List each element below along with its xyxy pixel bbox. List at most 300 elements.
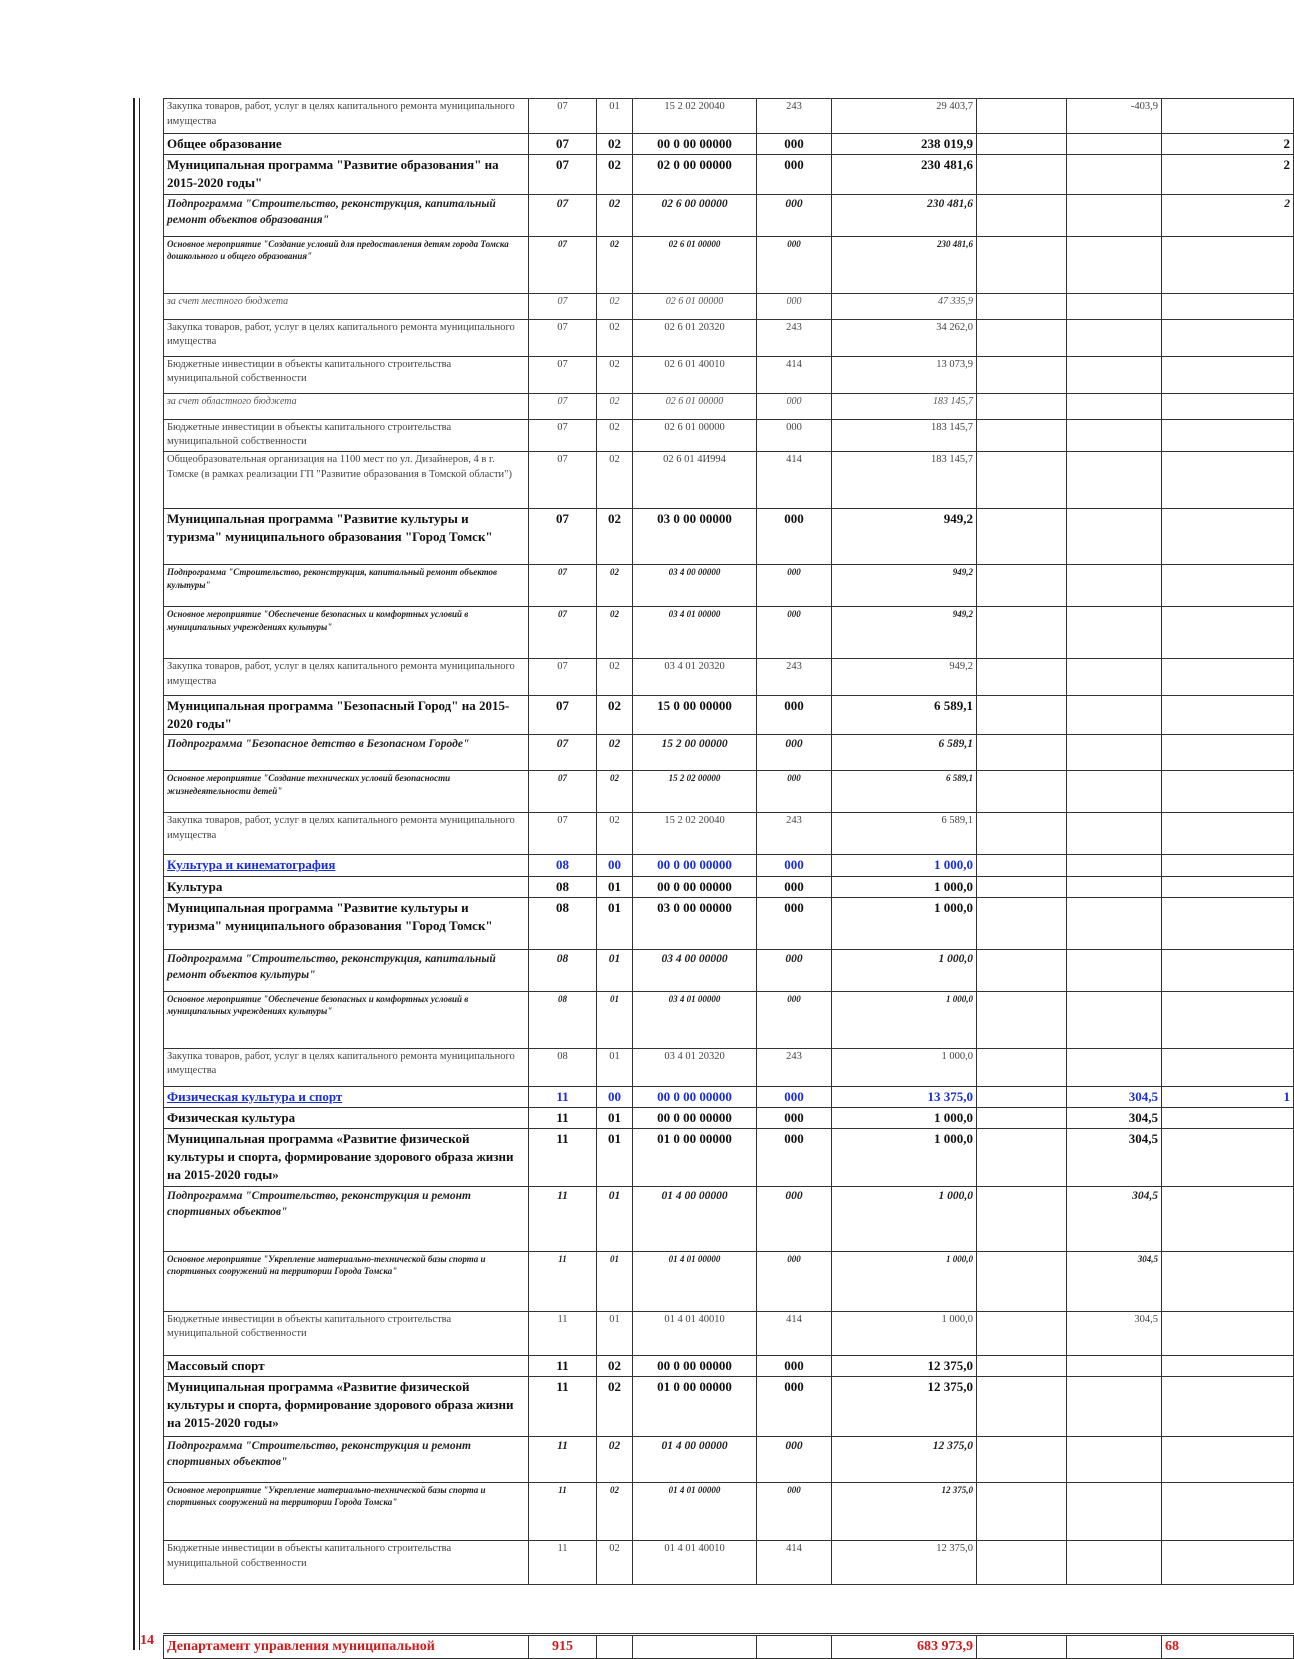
expense-type-code: 000 <box>757 1186 832 1251</box>
amount-change-2 <box>1067 658 1162 695</box>
amount-change-1 <box>977 897 1067 949</box>
target-article-code: 01 0 00 00000 <box>633 1129 757 1187</box>
amount: 1 000,0 <box>832 949 977 991</box>
section-code: 08 <box>529 1048 597 1086</box>
subsection-code: 02 <box>597 658 633 695</box>
section-code: 07 <box>529 564 597 606</box>
expense-type-code: 000 <box>757 1355 832 1376</box>
amount-change-1 <box>977 1355 1067 1376</box>
amount-change-1 <box>977 155 1067 194</box>
amount: 1 000,0 <box>832 855 977 876</box>
row-name: Основное мероприятие "Обеспечение безопасных и комфортных условий в муниципальных учреждениях культуры" <box>164 991 529 1048</box>
subsection-code: 02 <box>597 293 633 319</box>
section-code: 07 <box>529 319 597 356</box>
amount-change-2 <box>1067 134 1162 155</box>
amount: 238 019,9 <box>832 134 977 155</box>
amount-total <box>1162 356 1294 393</box>
amount: 183 145,7 <box>832 451 977 508</box>
expense-type-code: 000 <box>757 155 832 194</box>
row-name: Бюджетные инвестиции в объекты капитального строительства муниципальной собственности <box>164 1540 529 1584</box>
subsection-code: 00 <box>597 855 633 876</box>
subsection-code: 02 <box>597 393 633 419</box>
expense-type-code: 000 <box>757 695 832 734</box>
budget-table-body <box>164 99 1294 1585</box>
amount-change-2 <box>1067 1048 1162 1086</box>
subsection-code: 01 <box>597 1251 633 1311</box>
amount-change-1 <box>977 293 1067 319</box>
section-code: 07 <box>529 99 597 134</box>
amount: 949,2 <box>832 606 977 658</box>
amount-total <box>1162 293 1294 319</box>
subsection-code: 01 <box>597 897 633 949</box>
target-article-code: 01 4 01 00000 <box>633 1251 757 1311</box>
amount-change-1 <box>977 1311 1067 1355</box>
section-code: 11 <box>529 1186 597 1251</box>
amount-total <box>1162 897 1294 949</box>
department-row-number: 14 <box>140 1633 154 1648</box>
amount-total: 2 <box>1162 155 1294 194</box>
expense-type-code: 000 <box>757 735 832 771</box>
subsection-code: 01 <box>597 1107 633 1128</box>
section-code: 07 <box>529 451 597 508</box>
row-name: Физическая культура и спорт <box>164 1086 529 1107</box>
expense-type-code: 000 <box>757 1086 832 1107</box>
amount-change-1 <box>977 451 1067 508</box>
amount-change-2 <box>1067 855 1162 876</box>
expense-type-code: 414 <box>757 451 832 508</box>
section-code: 11 <box>529 1436 597 1482</box>
department-amount-trunc: 68 <box>1162 1635 1294 1659</box>
amount: 6 589,1 <box>832 735 977 771</box>
table-row <box>164 1376 1294 1436</box>
row-name: Физическая культура <box>164 1107 529 1128</box>
target-article-code: 01 4 00 00000 <box>633 1186 757 1251</box>
subsection-code: 01 <box>597 99 633 134</box>
row-name: Закупка товаров, работ, услуг в целях капитального ремонта муниципального имущества <box>164 1048 529 1086</box>
table-row <box>164 1311 1294 1355</box>
row-name: Основное мероприятие "Создание условий для предоставления детям города Томска дошкольного и общего образования" <box>164 236 529 293</box>
left-border-line <box>133 98 135 1650</box>
row-name: Муниципальная программа "Развитие культуры и туризма" муниципального образования "Город Томск" <box>164 508 529 564</box>
amount-change-2 <box>1067 508 1162 564</box>
amount: 1 000,0 <box>832 1186 977 1251</box>
amount-change-1 <box>977 695 1067 734</box>
row-name: Бюджетные инвестиции в объекты капитального строительства муниципальной собственности <box>164 1311 529 1355</box>
amount-change-2 <box>1067 564 1162 606</box>
section-code: 08 <box>529 991 597 1048</box>
subsection-code: 02 <box>597 1436 633 1482</box>
row-name: Массовый спорт <box>164 1355 529 1376</box>
table-row <box>164 876 1294 897</box>
amount-total: 2 <box>1162 194 1294 236</box>
expense-type-code: 243 <box>757 99 832 134</box>
subsection-code: 02 <box>597 356 633 393</box>
expense-type-code: 000 <box>757 194 832 236</box>
subsection-code: 02 <box>597 236 633 293</box>
amount-total <box>1162 1048 1294 1086</box>
target-article-code: 00 0 00 00000 <box>633 876 757 897</box>
table-row <box>164 855 1294 876</box>
subsection-code: 02 <box>597 155 633 194</box>
section-code: 07 <box>529 695 597 734</box>
subsection-code: 00 <box>597 1086 633 1107</box>
table-row <box>164 1355 1294 1376</box>
expense-type-code: 000 <box>757 419 832 451</box>
target-article-code: 15 2 02 00000 <box>633 771 757 813</box>
amount-change-2: -403,9 <box>1067 99 1162 134</box>
amount-total <box>1162 1311 1294 1355</box>
expense-type-code: 414 <box>757 1540 832 1584</box>
amount-change-1 <box>977 1048 1067 1086</box>
amount-change-1 <box>977 876 1067 897</box>
target-article-code: 02 6 01 00000 <box>633 393 757 419</box>
amount-change-1 <box>977 393 1067 419</box>
amount-total <box>1162 1355 1294 1376</box>
amount-total <box>1162 771 1294 813</box>
row-name: Подпрограмма "Строительство, реконструкция, капитальный ремонт объектов образования" <box>164 194 529 236</box>
amount-change-2: 304,5 <box>1067 1186 1162 1251</box>
amount-change-1 <box>977 356 1067 393</box>
row-name: за счет областного бюджета <box>164 393 529 419</box>
amount: 949,2 <box>832 658 977 695</box>
amount-total <box>1162 1186 1294 1251</box>
amount: 1 000,0 <box>832 1251 977 1311</box>
table-row <box>164 393 1294 419</box>
amount-change-2 <box>1067 897 1162 949</box>
amount-change-2 <box>1067 155 1162 194</box>
table-row <box>164 293 1294 319</box>
row-name: Основное мероприятие "Обеспечение безопасных и комфортных условий в муниципальных учреждениях культуры" <box>164 606 529 658</box>
amount-total <box>1162 1129 1294 1187</box>
amount-change-2 <box>1067 735 1162 771</box>
section-code: 07 <box>529 771 597 813</box>
row-name: Подпрограмма "Строительство, реконструкция и ремонт спортивных объектов" <box>164 1436 529 1482</box>
amount-change-1 <box>977 1107 1067 1128</box>
target-article-code: 03 4 01 00000 <box>633 606 757 658</box>
table-row <box>164 991 1294 1048</box>
table-row <box>164 1129 1294 1187</box>
row-name: Общее образование <box>164 134 529 155</box>
section-code: 07 <box>529 194 597 236</box>
target-article-code: 03 4 01 20320 <box>633 1048 757 1086</box>
target-article-code: 00 0 00 00000 <box>633 1355 757 1376</box>
table-row <box>164 1107 1294 1128</box>
section-code: 07 <box>529 393 597 419</box>
row-name: Основное мероприятие "Укрепление материально-технической базы спорта и спортивных сооружений на территории Города Томска" <box>164 1482 529 1540</box>
amount: 1 000,0 <box>832 1311 977 1355</box>
amount-total <box>1162 1376 1294 1436</box>
department-code: 915 <box>529 1635 597 1659</box>
table-row <box>164 897 1294 949</box>
target-article-code: 02 6 01 00000 <box>633 236 757 293</box>
expense-type-code: 000 <box>757 1436 832 1482</box>
amount-total <box>1162 236 1294 293</box>
amount-total: 2 <box>1162 134 1294 155</box>
amount-total <box>1162 564 1294 606</box>
target-article-code: 02 6 00 00000 <box>633 194 757 236</box>
target-article-code: 03 4 00 00000 <box>633 949 757 991</box>
amount-total <box>1162 876 1294 897</box>
department-name: Департамент управления муниципальной <box>164 1635 529 1659</box>
expense-type-code: 000 <box>757 897 832 949</box>
amount-change-1 <box>977 1129 1067 1187</box>
target-article-code: 02 6 01 4И994 <box>633 451 757 508</box>
table-row <box>164 1086 1294 1107</box>
section-code: 11 <box>529 1311 597 1355</box>
subsection-code: 02 <box>597 1376 633 1436</box>
amount-change-1 <box>977 194 1067 236</box>
amount-change-2 <box>1067 293 1162 319</box>
section-code: 07 <box>529 356 597 393</box>
amount-total <box>1162 1436 1294 1482</box>
target-article-code: 03 4 00 00000 <box>633 564 757 606</box>
section-code: 11 <box>529 1540 597 1584</box>
table-row <box>164 419 1294 451</box>
amount-total <box>1162 855 1294 876</box>
amount: 29 403,7 <box>832 99 977 134</box>
amount-change-2 <box>1067 813 1162 855</box>
row-name: Культура <box>164 876 529 897</box>
target-article-code: 15 2 02 20040 <box>633 813 757 855</box>
expense-type-code: 000 <box>757 134 832 155</box>
target-article-code: 03 0 00 00000 <box>633 897 757 949</box>
amount-total <box>1162 1482 1294 1540</box>
expense-type-code: 000 <box>757 508 832 564</box>
amount: 1 000,0 <box>832 1048 977 1086</box>
section-code: 11 <box>529 1086 597 1107</box>
row-name: Муниципальная программа "Развитие образования" на 2015-2020 годы" <box>164 155 529 194</box>
table-row <box>164 695 1294 734</box>
row-name: Бюджетные инвестиции в объекты капитального строительства муниципальной собственности <box>164 419 529 451</box>
expense-type-code: 000 <box>757 991 832 1048</box>
table-row <box>164 735 1294 771</box>
amount-total <box>1162 419 1294 451</box>
table-row <box>164 1048 1294 1086</box>
expense-type-code: 000 <box>757 606 832 658</box>
target-article-code: 15 0 00 00000 <box>633 695 757 734</box>
amount: 6 589,1 <box>832 771 977 813</box>
target-article-code: 02 6 01 00000 <box>633 293 757 319</box>
row-name: Культура и кинематография <box>164 855 529 876</box>
table-row <box>164 451 1294 508</box>
section-code: 07 <box>529 735 597 771</box>
section-code: 08 <box>529 876 597 897</box>
target-article-code: 03 4 01 00000 <box>633 991 757 1048</box>
table-row <box>164 236 1294 293</box>
amount-change-1 <box>977 735 1067 771</box>
amount-change-1 <box>977 1376 1067 1436</box>
table-row <box>164 99 1294 134</box>
subsection-code: 02 <box>597 194 633 236</box>
section-code: 11 <box>529 1376 597 1436</box>
section-code: 07 <box>529 419 597 451</box>
target-article-code: 00 0 00 00000 <box>633 134 757 155</box>
amount-change-2 <box>1067 194 1162 236</box>
table-row <box>164 1251 1294 1311</box>
amount: 6 589,1 <box>832 813 977 855</box>
table-row <box>164 813 1294 855</box>
target-article-code: 01 4 00 00000 <box>633 1436 757 1482</box>
table-row <box>164 1436 1294 1482</box>
row-name: Муниципальная программа "Развитие культуры и туризма" муниципального образования "Город Томск" <box>164 897 529 949</box>
row-name: Муниципальная программа «Развитие физической культуры и спорта, формирование здорового образа жизни на 2015-2020 годы» <box>164 1376 529 1436</box>
amount: 13 073,9 <box>832 356 977 393</box>
section-code: 07 <box>529 236 597 293</box>
amount-change-2 <box>1067 1482 1162 1540</box>
amount-change-2 <box>1067 1376 1162 1436</box>
amount-total <box>1162 1251 1294 1311</box>
expense-type-code: 000 <box>757 1251 832 1311</box>
subsection-code: 01 <box>597 991 633 1048</box>
table-row <box>164 1186 1294 1251</box>
department-row-table <box>163 1633 1294 1659</box>
expense-type-code: 243 <box>757 813 832 855</box>
amount-total <box>1162 393 1294 419</box>
amount-total <box>1162 949 1294 991</box>
expense-type-code: 243 <box>757 658 832 695</box>
subsection-code: 02 <box>597 419 633 451</box>
table-row <box>164 564 1294 606</box>
subsection-code: 02 <box>597 771 633 813</box>
row-name: Закупка товаров, работ, услуг в целях капитального ремонта муниципального имущества <box>164 99 529 134</box>
row-name: Подпрограмма "Строительство, реконструкция и ремонт спортивных объектов" <box>164 1186 529 1251</box>
subsection-code: 02 <box>597 695 633 734</box>
row-name: Закупка товаров, работ, услуг в целях капитального ремонта муниципального имущества <box>164 658 529 695</box>
amount-change-1 <box>977 508 1067 564</box>
expense-type-code: 414 <box>757 1311 832 1355</box>
row-name: Закупка товаров, работ, услуг в целях капитального ремонта муниципального имущества <box>164 813 529 855</box>
target-article-code: 01 4 01 00000 <box>633 1482 757 1540</box>
table-row <box>164 658 1294 695</box>
target-article-code: 00 0 00 00000 <box>633 1086 757 1107</box>
target-article-code: 02 6 01 40010 <box>633 356 757 393</box>
expense-type-code: 243 <box>757 1048 832 1086</box>
target-article-code: 02 6 01 00000 <box>633 419 757 451</box>
subsection-code: 01 <box>597 1311 633 1355</box>
amount: 183 145,7 <box>832 419 977 451</box>
expense-type-code: 000 <box>757 876 832 897</box>
amount: 230 481,6 <box>832 236 977 293</box>
amount-total <box>1162 508 1294 564</box>
amount-change-1 <box>977 606 1067 658</box>
amount-change-2: 304,5 <box>1067 1311 1162 1355</box>
section-code: 08 <box>529 897 597 949</box>
section-code: 11 <box>529 1251 597 1311</box>
expense-type-code: 000 <box>757 949 832 991</box>
row-name: Бюджетные инвестиции в объекты капитального строительства муниципальной собственности <box>164 356 529 393</box>
amount-change-1 <box>977 99 1067 134</box>
section-code: 08 <box>529 949 597 991</box>
amount: 12 375,0 <box>832 1482 977 1540</box>
section-code: 08 <box>529 855 597 876</box>
amount-total <box>1162 695 1294 734</box>
amount: 12 375,0 <box>832 1436 977 1482</box>
amount-change-2 <box>1067 606 1162 658</box>
amount-change-1 <box>977 1086 1067 1107</box>
amount-change-2 <box>1067 695 1162 734</box>
amount-change-2 <box>1067 991 1162 1048</box>
amount-change-2: 304,5 <box>1067 1129 1162 1187</box>
amount-total <box>1162 735 1294 771</box>
section-code: 11 <box>529 1129 597 1187</box>
amount: 230 481,6 <box>832 155 977 194</box>
amount-change-1 <box>977 319 1067 356</box>
amount-change-2 <box>1067 949 1162 991</box>
amount-total <box>1162 991 1294 1048</box>
target-article-code: 02 6 01 20320 <box>633 319 757 356</box>
amount-change-2 <box>1067 451 1162 508</box>
subsection-code: 01 <box>597 1048 633 1086</box>
row-name: за счет местного бюджета <box>164 293 529 319</box>
table-row <box>164 319 1294 356</box>
amount: 1 000,0 <box>832 1129 977 1187</box>
table-row <box>164 508 1294 564</box>
expense-type-code: 000 <box>757 1376 832 1436</box>
expense-type-code: 000 <box>757 393 832 419</box>
expense-type-code: 000 <box>757 1107 832 1128</box>
section-code: 11 <box>529 1107 597 1128</box>
amount: 1 000,0 <box>832 991 977 1048</box>
section-code: 11 <box>529 1482 597 1540</box>
amount-total <box>1162 606 1294 658</box>
table-row <box>164 356 1294 393</box>
amount: 1 000,0 <box>832 876 977 897</box>
expense-type-code: 414 <box>757 356 832 393</box>
section-code: 07 <box>529 293 597 319</box>
amount-total <box>1162 319 1294 356</box>
amount-change-1 <box>977 1186 1067 1251</box>
expense-type-code: 000 <box>757 855 832 876</box>
amount-change-1 <box>977 771 1067 813</box>
amount-change-1 <box>977 855 1067 876</box>
expense-type-code: 000 <box>757 1482 832 1540</box>
subsection-code: 01 <box>597 1186 633 1251</box>
amount-total <box>1162 1540 1294 1584</box>
subsection-code: 02 <box>597 508 633 564</box>
section-code: 07 <box>529 155 597 194</box>
amount-change-2: 304,5 <box>1067 1251 1162 1311</box>
row-name: Муниципальная программа "Безопасный Город" на 2015-2020 годы" <box>164 695 529 734</box>
section-code: 07 <box>529 134 597 155</box>
amount-total <box>1162 451 1294 508</box>
expense-type-code: 000 <box>757 771 832 813</box>
subsection-code: 02 <box>597 1540 633 1584</box>
amount: 1 000,0 <box>832 897 977 949</box>
subsection-code: 02 <box>597 735 633 771</box>
row-name: Подпрограмма "Безопасное детство в Безопасном Городе" <box>164 735 529 771</box>
amount: 949,2 <box>832 564 977 606</box>
subsection-code: 02 <box>597 606 633 658</box>
amount-total: 1 <box>1162 1086 1294 1107</box>
amount-change-1 <box>977 1251 1067 1311</box>
amount-total <box>1162 813 1294 855</box>
row-name: Муниципальная программа «Развитие физической культуры и спорта, формирование здорового образа жизни на 2015-2020 годы» <box>164 1129 529 1187</box>
amount: 6 589,1 <box>832 695 977 734</box>
amount-change-2 <box>1067 319 1162 356</box>
amount: 47 335,9 <box>832 293 977 319</box>
amount-change-1 <box>977 813 1067 855</box>
amount-change-2 <box>1067 1436 1162 1482</box>
row-name: Закупка товаров, работ, услуг в целях капитального ремонта муниципального имущества <box>164 319 529 356</box>
amount-change-1 <box>977 1540 1067 1584</box>
section-code: 07 <box>529 508 597 564</box>
table-row <box>164 194 1294 236</box>
target-article-code: 01 4 01 40010 <box>633 1311 757 1355</box>
amount: 1 000,0 <box>832 1107 977 1128</box>
table-row <box>164 606 1294 658</box>
subsection-code: 02 <box>597 451 633 508</box>
row-name: Основное мероприятие "Создание технических условий безопасности жизнедеятельности детей" <box>164 771 529 813</box>
